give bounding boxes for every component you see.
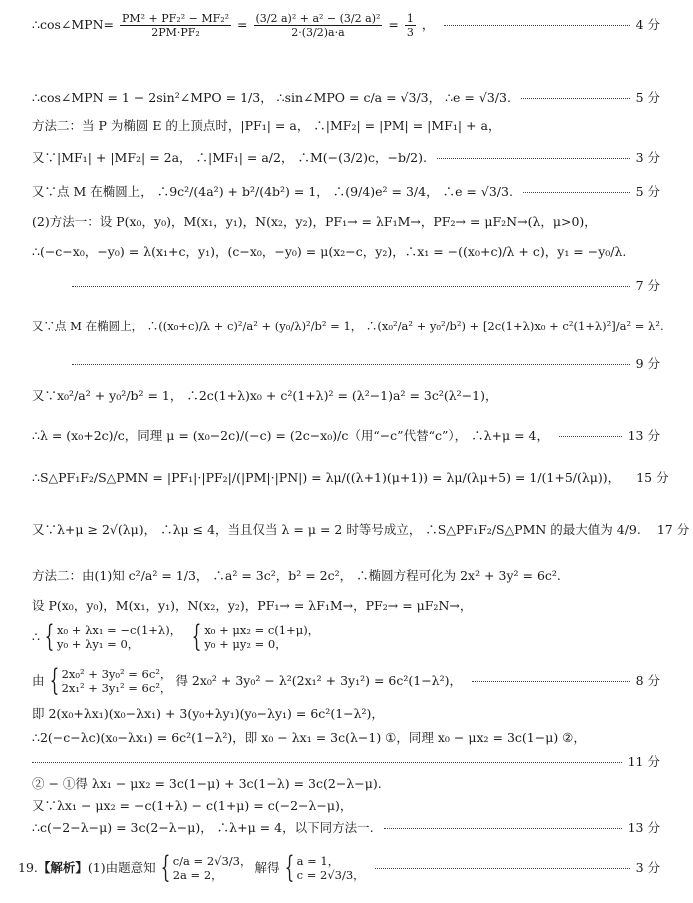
equation-system: { x₀ + μx₂ = c(1+μ)， y₀ + μy₂ = 0， — [191, 619, 320, 654]
line-conclude — [32, 820, 660, 836]
line-score-7 — [32, 278, 660, 294]
line-set-points — [32, 598, 660, 614]
line-subtract — [32, 776, 660, 792]
text: 又∵x₀²/a² + y₀²/b² = 1， ∴2c(1+λ)x₀ + c²(1+λ)² = (λ²−1)a² = 3c²(λ²−1)， — [32, 388, 498, 403]
line-system-2: 由 { 2x₀² + 3y₀² = 6c²， 2x₁² + 3y₁² = 6c²， 得 2x₀² + 3y₀² − λ²(2x₁² + 3y₁²) = 6c²(1−λ²)， 8 分 — [32, 663, 660, 698]
text: 又∵点 M 在椭圆上， ∴((x₀+c)/λ + c)²/a² + (y₀/λ)²/b² = 1， ∴(x₀²/a² + y₀²/b²) + [2c(1+λ)x₀ + c²(1+λ)²]/a² = λ². — [32, 319, 664, 333]
line-cos-mpn: ∴cos∠MPN= $\frac{\text{PM² + PF₂² − MF₂²}}{\text{2PM·PF₂}}$ = $\frac{\text{(3/2 a)² + a² − (3/2 a)²}}{2\cdot(3/2)a\cdot a}$ = $\frac{1}{3}$ ， 4 分 — [32, 11, 660, 39]
line-vectors — [32, 244, 660, 260]
line-m-on-ellipse — [32, 184, 660, 200]
score-label: 5 分 — [635, 184, 660, 199]
text: 即 2(x₀+λx₁)(x₀−λx₁) + 3(y₀+λy₁)(y₀−λy₁) = 6c²(1−λ²)， — [32, 706, 384, 721]
text: ∴(−c−x₀，−y₀) = λ(x₁+c，y₁)，(c−x₀，−y₀) = μ(x₂−c，y₂)，∴x₁ = −((x₀+c)/λ + c)，y₁ = −y₀/λ. — [32, 244, 627, 259]
score-label: 11 分 — [627, 754, 660, 769]
text: ∴S△PF₁F₂/S△PMN = |PF₁|·|PF₂|/(|PM|·|PN|) = λμ/((λ+1)(μ+1)) = λμ/(λμ+5) = 1/(1+5/(λμ))， — [32, 470, 621, 485]
line-lambda-mu — [32, 428, 660, 444]
analysis-tag: 【解析】 — [37, 860, 88, 875]
score-label: 17 分 — [656, 522, 690, 537]
text: 方法二：由(1)知 c²/a² = 1/3， ∴a² = 3c²，b² = 2c²， ∴椭圆方程可化为 2x² + 3y² = 6c². — [32, 568, 561, 583]
line-x0-relation — [32, 388, 660, 404]
dot-leader — [559, 436, 622, 437]
text: 又∵点 M 在椭圆上， ∴9c²/(4a²) + b²/(4b²) = 1， ∴(9/4)e² = 3/4， ∴e = √3/3. — [32, 184, 513, 199]
dot-leader — [384, 828, 622, 829]
dot-leader — [444, 25, 629, 26]
equation-system: { 2x₀² + 3y₀² = 6c²， 2x₁² + 3y₁² = 6c²， — [49, 663, 172, 698]
line-method2-part2 — [32, 568, 660, 584]
dot-leader — [375, 868, 630, 869]
score-label: 15 分 — [636, 470, 669, 485]
fraction: $\frac{\text{(3/2 a)² + a² − (3/2 a)²}}{2\cdot(3/2)a\cdot a}$ — [255, 11, 381, 39]
line-method-two — [32, 118, 660, 134]
line-mf1 — [32, 150, 660, 166]
score-label: 8 分 — [635, 673, 660, 688]
text: ∴2(−c−λc)(x₀−λx₁) = 6c²(1−λ²)，即 x₀ − λx₁ = 3c(λ−1) ①，同理 x₀ − μx₂ = 3c(1−μ) ②， — [32, 730, 586, 745]
equation-system: { x₀ + λx₁ = −c(1+λ)， y₀ + λy₁ = 0， — [44, 619, 182, 654]
fraction: $\frac{1}{3}$ — [406, 11, 414, 39]
score-label: 4 分 — [635, 17, 660, 32]
question-number: 19. — [18, 860, 38, 875]
line-area-ratio — [32, 470, 669, 486]
equation-system: { a = 1， c = 2√3/3， — [284, 850, 365, 885]
line-eq1-eq2 — [32, 730, 660, 746]
dot-leader — [521, 98, 630, 99]
text: 又∵λx₁ − μx₂ = −c(1+λ) − c(1+μ) = c(−2−λ−μ)， — [32, 798, 353, 813]
text: 方法二：当 P 为椭圆 E 的上顶点时，|PF₁| = a， ∴|MF₂| = |PM| = |MF₁| + a， — [32, 118, 501, 133]
line-q19: 19. 【解析】 (1)由题意知 { c/a = 2√3/3， 2a = 2， 解得 { a = 1， c = 2√3/3， 3 分 — [18, 850, 660, 885]
text: ∴cos∠MPN = 1 − 2sin²∠MPO = 1/3， ∴sin∠MPO = c/a = √3/3， ∴e = √3/3. — [32, 90, 511, 105]
line-substitute — [32, 318, 664, 334]
score-label: 7 分 — [635, 278, 660, 293]
dot-leader — [72, 364, 630, 365]
text: ∴cos∠MPN= — [32, 16, 114, 32]
score-label: 3 分 — [635, 860, 660, 875]
line-system-1: ∴ { x₀ + λx₁ = −c(1+λ)， y₀ + λy₁ = 0， { x₀ + μx₂ = c(1+μ)， y₀ + μy₂ = 0， — [32, 619, 320, 654]
score-label: 5 分 — [635, 90, 660, 105]
line-also — [32, 798, 660, 814]
line-factor — [32, 706, 660, 722]
dot-leader — [472, 681, 630, 682]
dot-leader — [72, 286, 630, 287]
equation-system: { c/a = 2√3/3， 2a = 2， — [160, 850, 252, 885]
dot-leader — [437, 158, 630, 159]
score-label: 13 分 — [627, 820, 660, 835]
line-maximum — [32, 522, 690, 538]
text: (2)方法一：设 P(x₀，y₀)，M(x₁，y₁)，N(x₂，y₂)，PF₁→ = λF₁M→，PF₂→ = μF₂N→(λ，μ>0)， — [32, 214, 597, 229]
dot-leader — [523, 192, 630, 193]
line-score-9 — [32, 356, 660, 372]
score-label: 9 分 — [635, 356, 660, 371]
text: ∴λ = (x₀+2c)/c，同理 μ = (x₀−2c)/(−c) = (2c−x₀)/c（用“−c”代替“c”）， ∴λ+μ = 4， — [32, 428, 549, 443]
score-label: 3 分 — [635, 150, 660, 165]
fraction: $\frac{\text{PM² + PF₂² − MF₂²}}{\text{2PM·PF₂}}$ — [121, 11, 230, 39]
text: 设 P(x₀，y₀)，M(x₁，y₁)，N(x₂，y₂)，PF₁→ = λF₁M→，PF₂→ = μF₂N→， — [32, 598, 473, 613]
text: ② − ①得 λx₁ − μx₂ = 3c(1−μ) + 3c(1−λ) = 3c(2−λ−μ). — [32, 776, 382, 791]
text: 又∵|MF₁| + |MF₂| = 2a， ∴|MF₁| = a/2， ∴M(−(3/2)c，−b/2). — [32, 150, 427, 165]
text: 又∵λ+μ ≥ 2√(λμ)， ∴λμ ≤ 4，当且仅当 λ = μ = 2 时等号成立， ∴S△PF₁F₂/S△PMN 的最大值为 4/9. — [32, 522, 641, 537]
score-label: 13 分 — [627, 428, 660, 443]
line-eccentricity — [32, 90, 660, 106]
text: ∴c(−2−λ−μ) = 3c(2−λ−μ)， ∴λ+μ = 4，以下同方法一. — [32, 820, 374, 835]
line-part2-method1 — [32, 214, 660, 230]
dot-leader — [32, 762, 622, 763]
line-score-11 — [32, 754, 660, 770]
